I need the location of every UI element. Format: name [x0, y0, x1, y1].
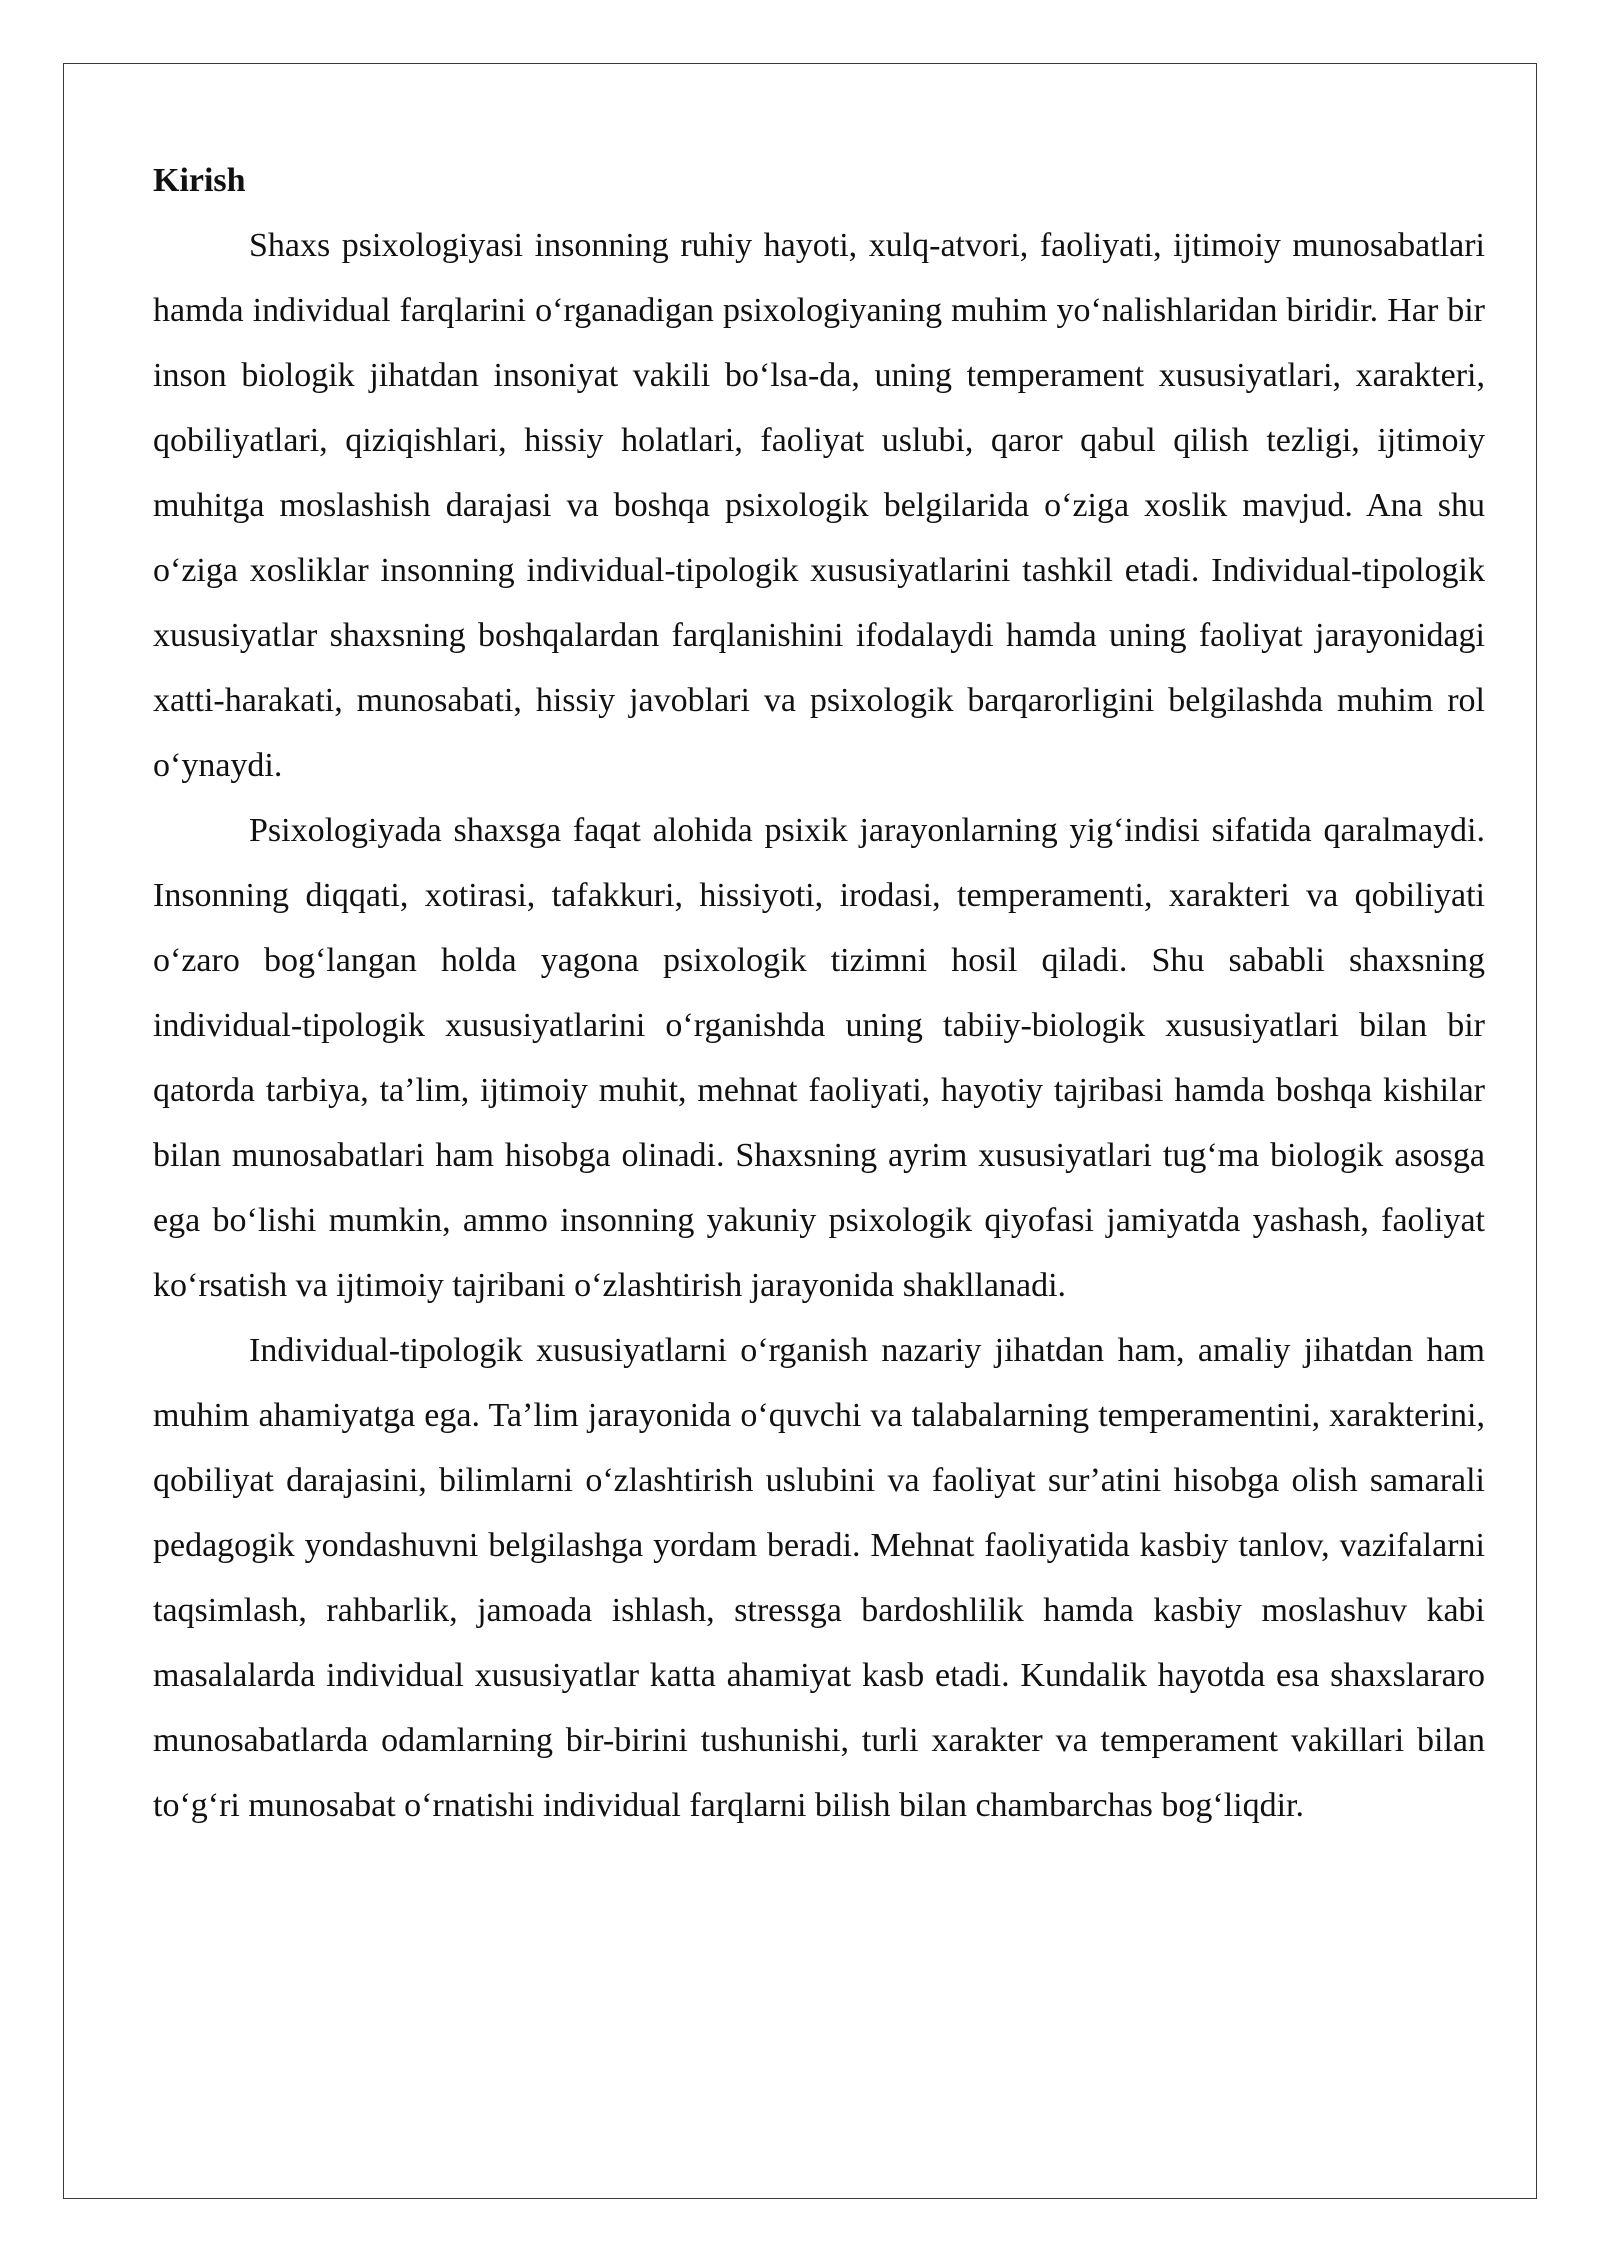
document-body: [153, 148, 1485, 1838]
paragraph: Individual-tipologik xususiyatlarni oʻrganish nazariy jihatdan ham, amaliy jihatdan ham muhim ahamiyatga ega. Taʼlim jarayonida oʻquvchi va talabalarning temperamentini, xarakterini, qobiliyat darajasini, bilimlarni oʻzlashtirish uslubini va faoliyat surʼatini hisobga olish samarali pedagogik yondashuvni belgilashga yordam beradi. Mehnat faoliyatida kasbiy tanlov, vazifalarni taqsimlash, rahbarlik, jamoada ishlash, stressga bardoshlilik hamda kasbiy moslashuv kabi masalalarda individual xususiyatlar katta ahamiyat kasb etadi. Kundalik hayotda esa shaxslararo munosabatlarda odamlarning bir-birini tushunishi, turli xarakter va temperament vakillari bilan toʻgʻri munosabat oʻrnatishi individual farqlarni bilish bilan chambarchas bogʻliqdir.: [153, 1332, 1485, 1824]
paragraph: Psixologiyada shaxsga faqat alohida psixik jarayonlarning yigʻindisi sifatida qaralmaydi. Insonning diqqati, xotirasi, tafakkuri, hissiyoti, irodasi, temperamenti, xarakteri va qobiliyati oʻzaro bogʻlangan holda yagona psixologik tizimni hosil qiladi. Shu sababli shaxsning individual-tipologik xususiyatlarini oʻrganishda uning tabiiy-biologik xususiyatlari bilan bir qatorda tarbiya, taʼlim, ijtimoiy muhit, mehnat faoliyati, hayotiy tajribasi hamda boshqa kishilar bilan munosabatlari ham hisobga olinadi. Shaxsning ayrim xususiyatlari tugʻma biologik asosga ega boʻlishi mumkin, ammo insonning yakuniy psixologik qiyofasi jamiyatda yashash, faoliyat koʻrsatish va ijtimoiy tajribani oʻzlashtirish jarayonida shakllanadi.: [153, 812, 1485, 1304]
paragraph: Shaxs psixologiyasi insonning ruhiy hayoti, xulq-atvori, faoliyati, ijtimoiy munosabatlari hamda individual farqlarini oʻrganadigan psixologiyaning muhim yoʻnalishlaridan biridir. Har bir inson biologik jihatdan insoniyat vakili boʻlsa-da, uning temperament xususiyatlari, xarakteri, qobiliyatlari, qiziqishlari, hissiy holatlari, faoliyat uslubi, qaror qabul qilish tezligi, ijtimoiy muhitga moslashish darajasi va boshqa psixologik belgilarida oʻziga xoslik mavjud. Ana shu oʻziga xosliklar insonning individual-tipologik xususiyatlarini tashkil etadi. Individual-tipologik xususiyatlar shaxsning boshqalardan farqlanishini ifodalaydi hamda uning faoliyat jarayonidagi xatti-harakati, munosabati, hissiy javoblari va psixologik barqarorligini belgilashda muhim rol oʻynaydi.: [153, 227, 1485, 784]
section-heading: Kirish: [153, 162, 246, 199]
